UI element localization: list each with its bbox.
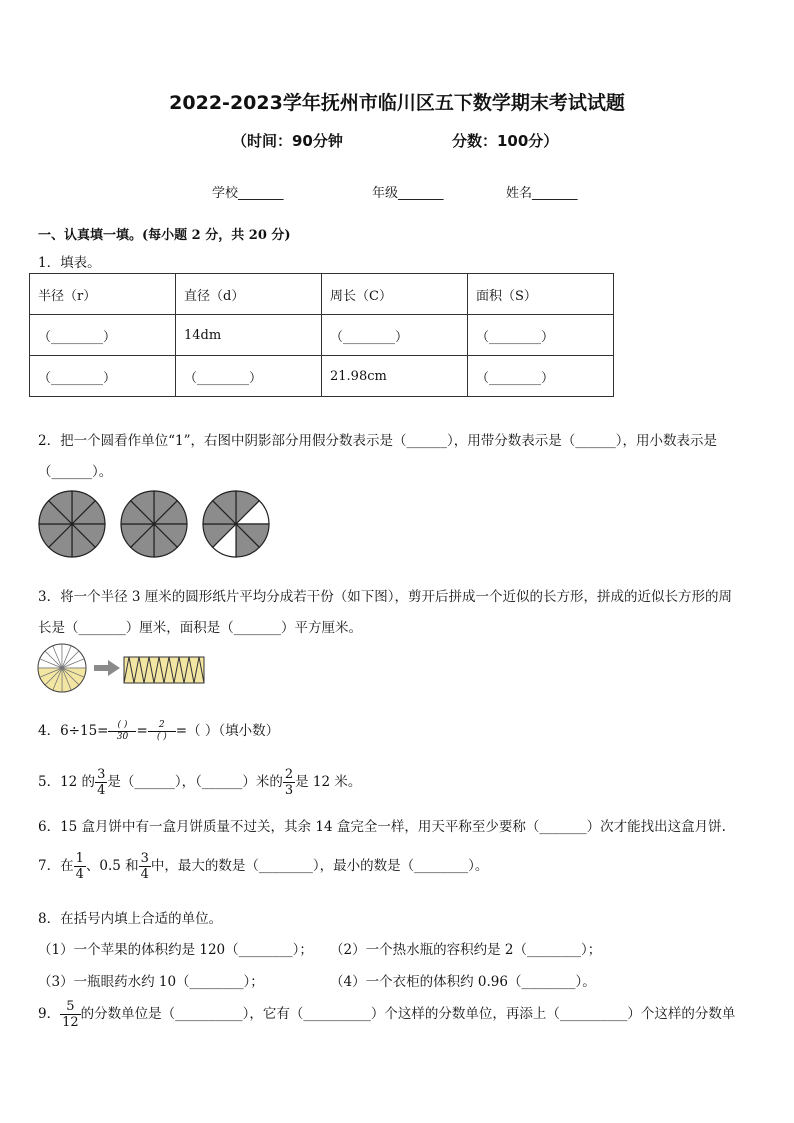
school-field: 学校_______ [212,186,284,201]
question-8-item-3: （3）一瓶眼药水约 10（________）； [38,974,264,990]
q5-fraction-1 [95,768,107,797]
q7-part-1: 7．在 [38,858,74,874]
q5-part-1: 5．12 的 [38,774,96,790]
question-2-line-1: 2．把一个圆看作单位“1”，右图中阴影部分用假分数表示是（______），用带分数表示是（______），用小数表示是 [38,433,717,449]
q4-f1-numerator: ( ) [108,721,136,732]
q7-f2-numerator: 3 [140,851,149,866]
table-cell: （________） [468,315,614,356]
q9-fraction [60,1000,81,1029]
q4-fraction-1 [108,721,136,742]
question-5 [38,768,361,797]
q7-part-2: 、0.5 和 [85,858,139,874]
exam-time: （时间：90分钟 [232,132,343,150]
table-header-row [30,274,614,315]
q4-prefix: 4．6÷15= [38,723,109,739]
header-radius: 半径（r） [30,274,176,315]
q4-suffix: =（ ）（填小数） [175,723,280,739]
q4-f2-denominator: ( ) [156,732,167,742]
q5-part-2: 是（______），（______）米的 [107,774,283,790]
exam-score: 分数：100分） [452,132,559,150]
arrow-shaft [94,665,108,671]
question-1-text: 1．填表。 [38,255,101,271]
section-heading: 一、认真填一填。(每小题 2 分，共 20 分) [38,228,291,243]
question-2-line-2: （______）。 [38,464,113,480]
question-7 [38,852,488,881]
q5-f1-denominator: 4 [97,783,106,798]
table-cell: （________） [176,356,322,397]
q5-part-3: 是 12 米。 [295,774,362,790]
header-circumference: 周长（C） [322,274,468,315]
q7-f1-numerator: 1 [75,851,84,866]
question-4 [38,719,279,742]
q9-part-2: 的分数单位是（__________），它有（__________）个这样的分数单位，再添上（__________）个这样的分数单 [80,1006,736,1022]
fraction-circle [39,491,105,557]
q5-f2-numerator: 2 [284,767,294,782]
question-8-item-4: （4）一个衣柜的体积约 0.96（________）。 [330,974,596,990]
table-cell: （________） [322,315,468,356]
q7-f2-denominator: 4 [140,867,149,882]
table-cell: 14dm [176,315,322,356]
page-title: 2022-2023学年抚州市临川区五下数学期末考试试题 [169,92,625,114]
grade-field: 年级_______ [372,186,444,201]
table-cell: （________） [30,356,176,397]
q9-part-1: 9． [38,1006,61,1022]
q9-denominator: 12 [62,1015,79,1030]
q7-f1-denominator: 4 [75,867,84,882]
table-cell: （________） [468,356,614,397]
q4-f1-denominator: 30 [116,732,129,742]
q5-fraction-2 [283,768,295,797]
question-3-line-2: 长是（_______）厘米，面积是（_______）平方厘米。 [38,620,362,636]
circle-cut-to-rectangle-figure [36,643,216,695]
q7-fraction-1 [74,852,86,881]
table-cell: （________） [30,315,176,356]
q9-numerator: 5 [60,1000,81,1015]
arrow-head [108,660,120,676]
q4-equals: = [136,723,148,739]
table-row [30,356,614,397]
header-area: 面积（S） [468,274,614,315]
question-3-line-1: 3．将一个半径 3 厘米的圆形纸片平均分成若干份（如下图），剪开后拼成一个近似的长方形，拼成的近似长方形的周 [38,589,733,605]
fraction-circle [203,491,269,557]
question-8-text: 8．在括号内填上合适的单位。 [38,911,223,927]
q7-fraction-2 [139,852,151,881]
name-field: 姓名_______ [506,186,578,201]
q5-f1-numerator: 3 [97,767,106,782]
q7-part-3: 中，最大的数是（________），最小的数是（________）。 [150,858,489,874]
question-8-item-1: （1）一个苹果的体积约是 120（________）； [38,942,313,958]
table-cell: 21.98cm [322,356,468,397]
q4-fraction-2 [148,721,176,742]
fill-table [29,273,614,397]
q5-f2-denominator: 3 [284,783,294,798]
question-8-item-2: （2）一个热水瓶的容积约是 2（________）； [330,942,602,958]
fraction-circles-figure [36,490,276,560]
q4-f2-numerator: 2 [148,721,176,732]
header-diameter: 直径（d） [176,274,322,315]
fraction-circle [121,491,187,557]
question-9 [38,1000,735,1029]
table-row [30,315,614,356]
question-6: 6．15 盒月饼中有一盒月饼质量不过关，其余 14 盒完全一样，用天平称至少要称（_______）次才能找出这盒月饼. [38,819,726,835]
